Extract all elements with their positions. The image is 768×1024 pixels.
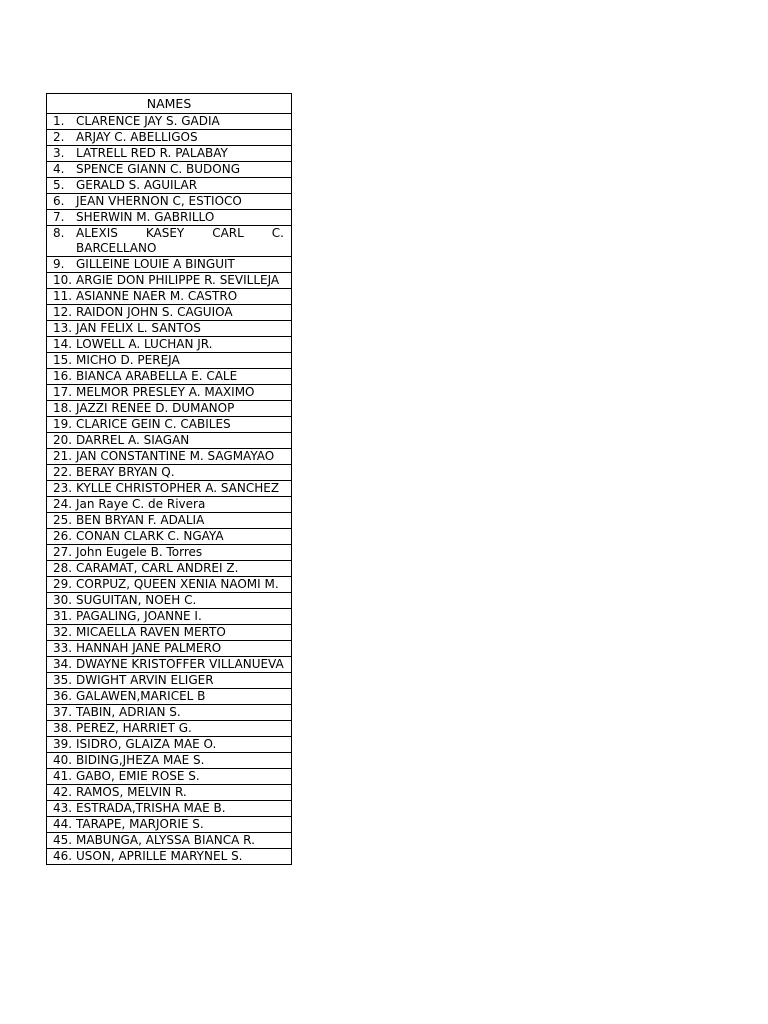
row-number: 12. [53, 305, 73, 319]
table-row [47, 417, 292, 433]
table-row [47, 257, 292, 273]
name-cell [47, 705, 292, 721]
row-number: 13. [53, 321, 73, 335]
name-cell [47, 513, 292, 529]
row-content [47, 497, 291, 512]
name-cell [47, 657, 292, 673]
row-content [47, 753, 291, 768]
row-name: GABO, EMIE ROSE S. [76, 769, 200, 783]
row-number: 30. [53, 593, 73, 607]
row-name: BIANCA ARABELLA E. CALE [76, 369, 238, 383]
row-number: 39. [53, 737, 73, 751]
row-content [47, 465, 291, 480]
table-row [47, 577, 292, 593]
name-cell [47, 849, 292, 865]
row-number: 4. [53, 162, 65, 176]
row-number: 23. [53, 481, 73, 495]
table-row [47, 673, 292, 689]
row-number: 44. [53, 817, 73, 831]
row-number: 33. [53, 641, 73, 655]
table-row [47, 162, 292, 178]
row-name: ARJAY C. ABELLIGOS [76, 130, 198, 144]
row-name: TABIN, ADRIAN S. [76, 705, 181, 719]
name-cell [47, 641, 292, 657]
name-cell [47, 305, 292, 321]
name-cell [47, 545, 292, 561]
row-name: ASIANNE NAER M. CASTRO [76, 289, 238, 303]
table-row [47, 769, 292, 785]
row-content [47, 577, 291, 592]
row-name: PAGALING, JOANNE I. [76, 609, 202, 623]
row-number: 37. [53, 705, 73, 719]
name-cell [47, 721, 292, 737]
row-content [47, 178, 291, 193]
row-content [47, 529, 291, 544]
name-cell [47, 481, 292, 497]
table-row [47, 641, 292, 657]
name-cell [47, 226, 292, 257]
row-name: RAIDON JOHN S. CAGUIOA [76, 305, 233, 319]
name-cell [47, 529, 292, 545]
row-content [47, 305, 291, 320]
names-column-header: NAMES [47, 94, 292, 114]
row-content [47, 114, 291, 129]
table-row [47, 385, 292, 401]
row-name: BEN BRYAN F. ADALIA [76, 513, 205, 527]
row-name: CONAN CLARK C. NGAYA [76, 529, 224, 543]
table-row [47, 625, 292, 641]
row-name: BIDING,JHEZA MAE S. [76, 753, 205, 767]
table-row [47, 305, 292, 321]
row-name: ALEXIS KASEY CARL C. BARCELLANO [76, 226, 284, 255]
row-name: CORPUZ, QUEEN XENIA NAOMI M. [76, 577, 279, 591]
name-cell [47, 130, 292, 146]
table-row [47, 465, 292, 481]
name-cell [47, 833, 292, 849]
name-cell [47, 433, 292, 449]
name-cell [47, 273, 292, 289]
row-content [47, 705, 291, 720]
row-name: John Eugele B. Torres [76, 545, 203, 559]
row-number: 8. [53, 226, 65, 240]
table-row [47, 433, 292, 449]
name-cell [47, 785, 292, 801]
row-content [47, 593, 291, 608]
row-number: 1. [53, 114, 65, 128]
row-number: 16. [53, 369, 73, 383]
table-row [47, 545, 292, 561]
row-number: 43. [53, 801, 73, 815]
name-cell [47, 337, 292, 353]
table-row [47, 178, 292, 194]
row-content [47, 226, 291, 256]
name-cell [47, 753, 292, 769]
row-number: 20. [53, 433, 73, 447]
row-number: 3. [53, 146, 65, 160]
table-row [47, 689, 292, 705]
row-number: 22. [53, 465, 73, 479]
row-content [47, 737, 291, 752]
row-content [47, 673, 291, 688]
row-name: MELMOR PRESLEY A. MAXIMO [76, 385, 255, 399]
row-name: ARGIE DON PHILIPPE R. SEVILLEJA [76, 273, 280, 287]
name-cell [47, 625, 292, 641]
name-cell [47, 353, 292, 369]
names-table [46, 93, 292, 865]
row-content [47, 849, 291, 864]
name-cell [47, 178, 292, 194]
row-content [47, 449, 291, 464]
row-name: TARAPE, MARJORIE S. [76, 817, 204, 831]
row-number: 14. [53, 337, 73, 351]
table-row [47, 817, 292, 833]
name-cell [47, 417, 292, 433]
row-name: JAN FELIX L. SANTOS [76, 321, 201, 335]
table-row [47, 513, 292, 529]
table-row [47, 130, 292, 146]
row-name: GERALD S. AGUILAR [76, 178, 198, 192]
row-content [47, 817, 291, 832]
table-row [47, 705, 292, 721]
row-number: 34. [53, 657, 73, 671]
name-cell [47, 449, 292, 465]
name-cell [47, 369, 292, 385]
row-number: 41. [53, 769, 73, 783]
row-number: 32. [53, 625, 73, 639]
table-row [47, 337, 292, 353]
row-number: 28. [53, 561, 73, 575]
row-content [47, 273, 291, 288]
row-name: JAZZI RENEE D. DUMANOP [76, 401, 235, 415]
name-cell [47, 114, 292, 130]
table-row [47, 226, 292, 257]
row-number: 42. [53, 785, 73, 799]
row-number: 9. [53, 257, 65, 271]
row-name: CARAMAT, CARL ANDREI Z. [76, 561, 239, 575]
name-cell [47, 801, 292, 817]
row-name: CLARICE GEIN C. CABILES [76, 417, 231, 431]
table-row [47, 801, 292, 817]
row-content [47, 833, 291, 848]
row-content [47, 162, 291, 177]
row-content [47, 625, 291, 640]
name-cell [47, 385, 292, 401]
row-name: CLARENCE JAY S. GADIA [76, 114, 220, 128]
table-row [47, 833, 292, 849]
row-number: 11. [53, 289, 73, 303]
table-header-row [47, 94, 292, 114]
row-number: 40. [53, 753, 73, 767]
row-number: 26. [53, 529, 73, 543]
row-number: 18. [53, 401, 73, 415]
row-name: JEAN VHERNON C, ESTIOCO [76, 194, 242, 208]
row-number: 7. [53, 210, 65, 224]
row-name: DWIGHT ARVIN ELIGER [76, 673, 214, 687]
row-number: 27. [53, 545, 73, 559]
name-cell [47, 257, 292, 273]
name-cell [47, 593, 292, 609]
name-cell [47, 321, 292, 337]
name-cell [47, 497, 292, 513]
table-row [47, 194, 292, 210]
row-content [47, 353, 291, 368]
row-name: USON, APRILLE MARYNEL S. [76, 849, 243, 863]
row-name: LOWELL A. LUCHAN JR. [76, 337, 213, 351]
table-row [47, 849, 292, 865]
row-name: GALAWEN,MARICEL B [76, 689, 206, 703]
row-content [47, 561, 291, 576]
row-name: HANNAH JANE PALMERO [76, 641, 222, 655]
name-cell [47, 609, 292, 625]
name-cell [47, 769, 292, 785]
table-row [47, 721, 292, 737]
row-content [47, 609, 291, 624]
table-row [47, 353, 292, 369]
row-content [47, 130, 291, 145]
name-cell [47, 673, 292, 689]
row-content [47, 417, 291, 432]
row-content [47, 721, 291, 736]
table-row [47, 657, 292, 673]
row-number: 10. [53, 273, 73, 287]
row-name: DWAYNE KRISTOFFER VILLANUEVA [76, 657, 284, 671]
name-cell [47, 146, 292, 162]
names-table-body [47, 114, 292, 865]
table-row [47, 449, 292, 465]
row-name: MABUNGA, ALYSSA BIANCA R. [76, 833, 255, 847]
row-content [47, 401, 291, 416]
table-row [47, 401, 292, 417]
name-cell [47, 210, 292, 226]
table-row [47, 593, 292, 609]
row-number: 25. [53, 513, 73, 527]
row-number: 5. [53, 178, 65, 192]
row-content [47, 146, 291, 161]
row-name: GILLEINE LOUIE A BINGUIT [76, 257, 235, 271]
row-content [47, 194, 291, 209]
row-content [47, 210, 291, 225]
name-cell [47, 737, 292, 753]
row-content [47, 481, 291, 496]
row-number: 29. [53, 577, 73, 591]
row-name: Jan Raye C. de Rivera [76, 497, 206, 511]
row-name: ISIDRO, GLAIZA MAE O. [76, 737, 217, 751]
name-cell [47, 561, 292, 577]
row-content [47, 641, 291, 656]
row-content [47, 289, 291, 304]
name-cell [47, 162, 292, 178]
row-name: MICHO D. PEREJA [76, 353, 180, 367]
row-number: 17. [53, 385, 73, 399]
row-number: 46. [53, 849, 73, 863]
row-name: JAN CONSTANTINE M. SAGMAYAO [76, 449, 275, 463]
table-row [47, 785, 292, 801]
row-content [47, 385, 291, 400]
table-row [47, 321, 292, 337]
row-number: 6. [53, 194, 65, 208]
row-content [47, 433, 291, 448]
name-cell [47, 194, 292, 210]
row-name: LATRELL RED R. PALABAY [76, 146, 228, 160]
table-row [47, 114, 292, 130]
row-name: SPENCE GIANN C. BUDONG [76, 162, 240, 176]
table-row [47, 369, 292, 385]
row-number: 45. [53, 833, 73, 847]
row-number: 38. [53, 721, 73, 735]
row-content [47, 801, 291, 816]
name-cell [47, 577, 292, 593]
row-number: 35. [53, 673, 73, 687]
row-name: KYLLE CHRISTOPHER A. SANCHEZ [76, 481, 280, 495]
row-name: SHERWIN M. GABRILLO [76, 210, 215, 224]
row-name: SUGUITAN, NOEH C. [76, 593, 197, 607]
row-number: 15. [53, 353, 73, 367]
table-row [47, 289, 292, 305]
row-name: BERAY BRYAN Q. [76, 465, 175, 479]
table-row [47, 529, 292, 545]
table-row [47, 481, 292, 497]
row-content [47, 257, 291, 272]
row-content [47, 785, 291, 800]
row-content [47, 513, 291, 528]
table-row [47, 210, 292, 226]
row-number: 19. [53, 417, 73, 431]
table-row [47, 146, 292, 162]
row-content [47, 337, 291, 352]
row-number: 21. [53, 449, 73, 463]
row-content [47, 545, 291, 560]
name-cell [47, 289, 292, 305]
row-number: 31. [53, 609, 73, 623]
row-number: 36. [53, 689, 73, 703]
row-content [47, 321, 291, 336]
table-row [47, 273, 292, 289]
name-cell [47, 465, 292, 481]
row-name: ESTRADA,TRISHA MAE B. [76, 801, 226, 815]
row-number: 2. [53, 130, 65, 144]
table-row [47, 497, 292, 513]
name-cell [47, 689, 292, 705]
table-row [47, 737, 292, 753]
row-content [47, 689, 291, 704]
row-name: DARREL A. SIAGAN [76, 433, 190, 447]
row-number: 24. [53, 497, 73, 511]
name-cell [47, 817, 292, 833]
name-cell [47, 401, 292, 417]
row-content [47, 657, 291, 672]
table-row [47, 753, 292, 769]
row-content [47, 369, 291, 384]
row-content [47, 769, 291, 784]
row-name: RAMOS, MELVIN R. [76, 785, 187, 799]
table-row [47, 561, 292, 577]
table-row [47, 609, 292, 625]
row-name: PEREZ, HARRIET G. [76, 721, 192, 735]
row-name: MICAELLA RAVEN MERTO [76, 625, 226, 639]
